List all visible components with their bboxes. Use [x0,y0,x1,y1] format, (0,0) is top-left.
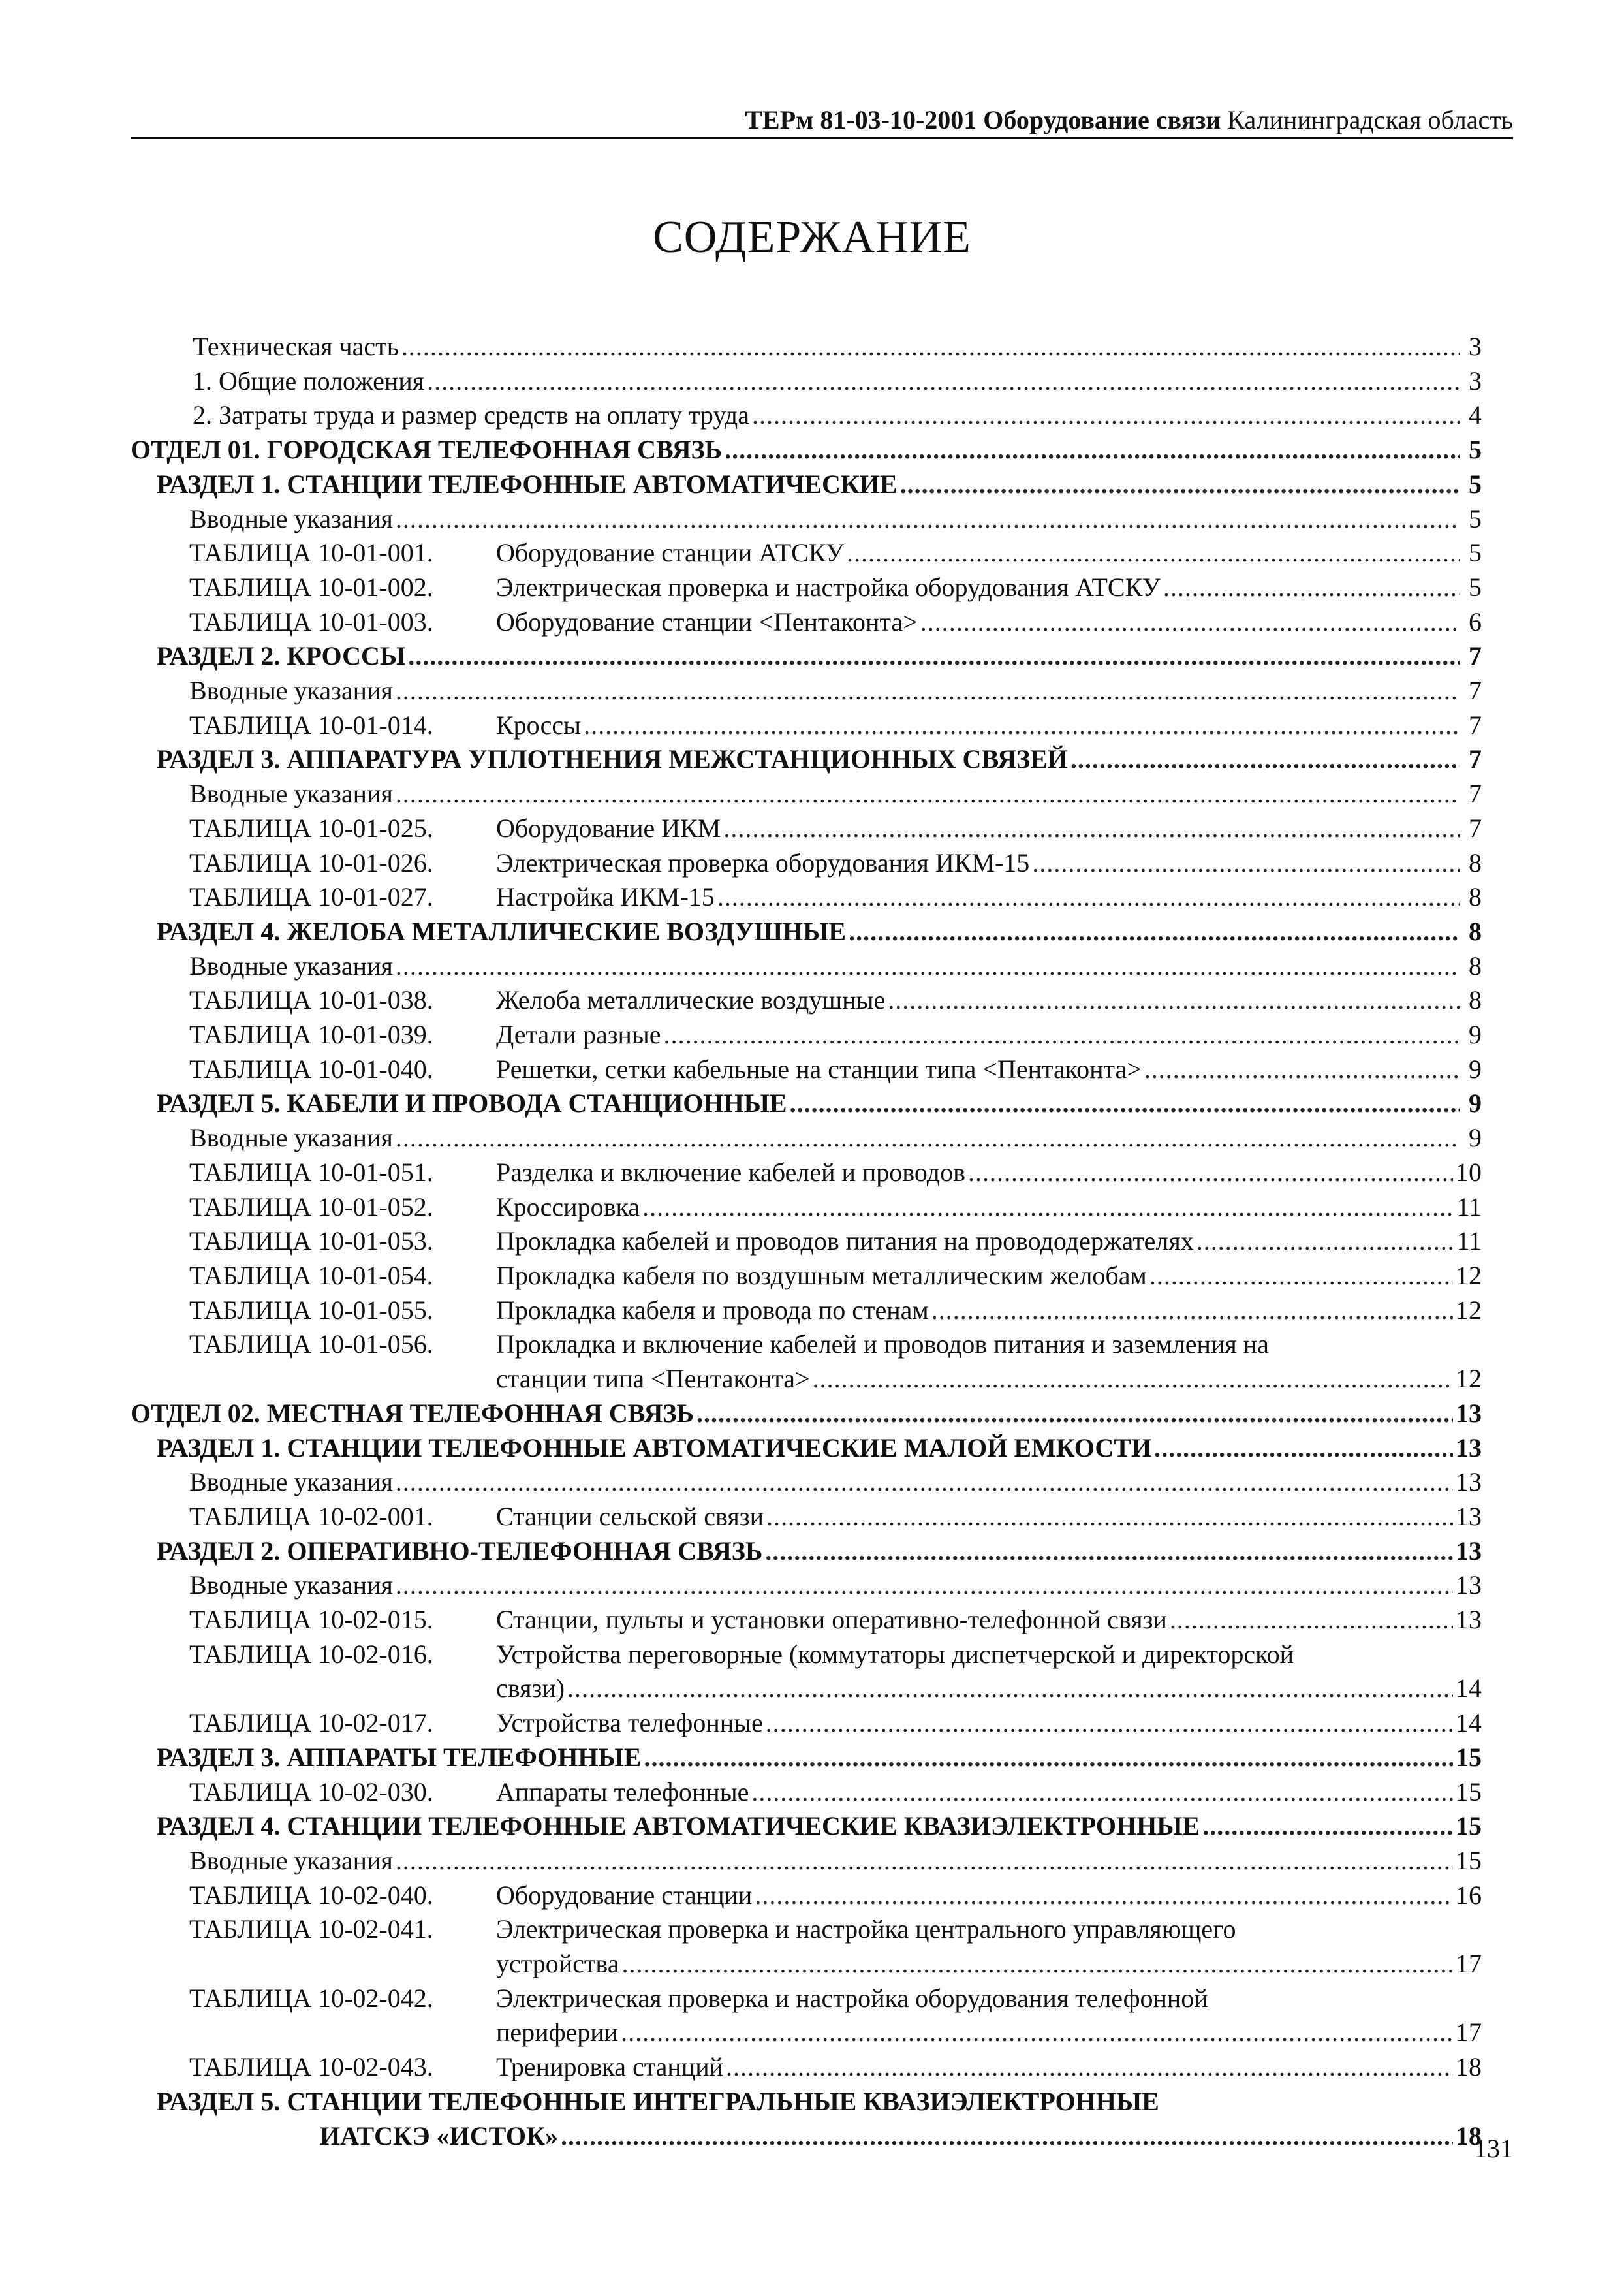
toc-entry-text: Разделка и включение кабелей и проводов [496,1157,966,1187]
toc-entry-page: 13 [1456,1570,1482,1600]
toc-section[interactable] [157,1809,1482,1844]
table-code: ТАБЛИЦА 10-01-039. [189,1020,433,1050]
toc-entry[interactable] [189,1121,1482,1156]
toc-entry-page: 14 [1456,1673,1482,1703]
leader-dots [751,1775,1453,1810]
table-code: ТАБЛИЦА 10-01-025. [189,813,433,843]
table-code: ТАБЛИЦА 10-01-001. [189,538,433,568]
toc-entry-page: 15 [1456,1811,1482,1841]
toc-entry-page: 8 [1469,847,1482,878]
toc-section[interactable] [157,467,1482,502]
toc-entry-page: 18 [1456,2121,1482,2151]
toc-entry-text-cont: периферии [496,2017,619,2048]
table-code: ТАБЛИЦА 10-01-055. [189,1295,433,1325]
toc-entry-text: Вводные указания [189,676,393,706]
leader-dots [644,1741,1453,1775]
table-code: ТАБЛИЦА 10-01-027. [189,882,433,912]
toc-entry-text: РАЗДЕЛ 1. СТАНЦИИ ТЕЛЕФОННЫЕ АВТОМАТИЧЕСКИЕ МАЛОЙ ЕМКОСТИ [157,1432,1152,1463]
header-rule [131,137,1513,139]
leader-dots [408,639,1460,674]
toc-entry-text: Решетки, сетки кабельные на станции типа <Пентаконта> [496,1054,1142,1084]
toc-entry-text: Оборудование ИКМ [496,813,721,843]
leader-dots [1070,742,1460,777]
toc-entry-text: РАЗДЕЛ 4. ЖЕЛОБА МЕТАЛЛИЧЕСКИЕ ВОЗДУШНЫЕ [157,916,847,946]
toc-entry-text: Электрическая проверка и настройка центрального управляющего [496,1914,1236,1944]
leader-dots [396,949,1460,984]
leader-dots [396,1844,1453,1878]
toc-entry-text: РАЗДЕЛ 5. СТАНЦИИ ТЕЛЕФОННЫЕ ИНТЕГРАЛЬНЫЕ КВАЗИЭЛЕКТРОННЫЕ [157,2086,1159,2116]
toc-entry[interactable] [189,674,1482,708]
toc-entry-page: 3 [1469,332,1482,361]
toc-entry[interactable] [189,777,1482,812]
table-code: ТАБЛИЦА 10-01-026. [189,847,433,878]
toc-entry-text: Настройка ИКМ-15 [496,882,715,912]
leader-dots [621,2016,1453,2050]
leader-dots [1163,571,1460,605]
toc-table-entry[interactable] [189,1224,1482,1259]
table-code: ТАБЛИЦА 10-01-053. [189,1226,433,1256]
leader-dots [396,1121,1460,1156]
leader-dots [968,1156,1453,1190]
toc-entry-page: 5 [1469,435,1482,465]
toc-table-entry[interactable] [189,1706,1482,1741]
leader-dots [396,674,1460,708]
toc-entry-page: 12 [1456,1295,1482,1325]
leader-dots [396,777,1460,812]
leader-dots [813,1362,1453,1397]
leader-dots [561,2119,1453,2154]
toc-entry-text: Прокладка кабелей и проводов питания на провододержателях [496,1226,1194,1256]
toc-table-entry[interactable] [189,1500,1482,1534]
toc-section[interactable] [157,1431,1482,1466]
table-code: ТАБЛИЦА 10-02-001. [189,1501,433,1531]
toc-entry-page: 16 [1456,1880,1482,1910]
toc-entry-text: РАЗДЕЛ 2. ОПЕРАТИВНО-ТЕЛЕФОННАЯ СВЯЗЬ [157,1536,763,1566]
toc-entry[interactable] [189,1465,1482,1500]
toc-table-entry[interactable] [189,571,1482,605]
toc-section[interactable] [157,1741,1482,1775]
toc-entry-text: Электрическая проверка и настройка оборудования АТСКУ [496,572,1161,602]
toc-entry-text: Вводные указания [189,951,393,981]
toc-entry-text: Устройства переговорные (коммутаторы диспетчерской и директорской [496,1639,1294,1669]
toc-entry-page: 13 [1456,1398,1482,1428]
toc-entry-text: Тренировка станций [496,2052,724,2082]
toc-table-entry[interactable] [189,846,1482,881]
toc-entry-page: 13 [1456,1536,1482,1566]
toc-table-entry[interactable] [189,708,1482,743]
toc-entry[interactable] [193,364,1482,399]
toc-entry-text: РАЗДЕЛ 4. СТАНЦИИ ТЕЛЕФОННЫЕ АВТОМАТИЧЕСКИЕ КВАЗИЭЛЕКТРОННЫЕ [157,1811,1200,1841]
table-code: ТАБЛИЦА 10-02-040. [189,1880,433,1910]
toc-entry-page: 5 [1469,503,1482,533]
toc-entry-text: Вводные указания [189,1845,393,1875]
table-code: ТАБЛИЦА 10-01-040. [189,1054,433,1084]
toc-entry-text: ОТДЕЛ 01. ГОРОДСКАЯ ТЕЛЕФОННАЯ СВЯЗЬ [131,435,723,465]
toc-department[interactable] [131,433,1482,467]
toc-entry-page: 11 [1456,1192,1482,1222]
leader-dots [396,1465,1453,1500]
toc-section[interactable] [157,2085,1482,2153]
leader-dots [1144,1052,1460,1087]
leader-dots [900,467,1460,502]
toc-entry-text: Вводные указания [189,1123,393,1153]
toc-entry-page: 17 [1456,1949,1482,1979]
toc-entry-text: Вводные указания [189,1570,393,1600]
leader-dots [726,2050,1453,2085]
toc-entry-page: 13 [1456,1467,1482,1497]
table-of-contents [0,330,1624,2153]
toc-entry-text: РАЗДЕЛ 1. СТАНЦИИ ТЕЛЕФОННЫЕ АВТОМАТИЧЕСКИЕ [157,469,898,499]
toc-entry-page: 7 [1469,813,1482,843]
toc-table-entry[interactable] [189,1982,1482,2050]
table-code: ТАБЛИЦА 10-01-051. [189,1157,433,1187]
toc-entry-text: Устройства телефонные [496,1708,763,1738]
toc-table-entry[interactable] [189,1878,1482,1913]
toc-entry-page: 8 [1469,951,1482,981]
leader-dots [920,605,1460,640]
table-code: ТАБЛИЦА 10-02-042. [189,1983,433,2013]
toc-entry[interactable] [189,1568,1482,1603]
toc-entry-text: РАЗДЕЛ 2. КРОССЫ [157,641,406,671]
toc-entry-page: 8 [1469,882,1482,912]
leader-dots [664,1018,1460,1052]
toc-entry-page: 7 [1469,744,1482,774]
header-region: Калининградская область [1227,105,1513,134]
toc-entry-text: РАЗДЕЛ 3. АППАРАТУРА УПЛОТНЕНИЯ МЕЖСТАНЦИОННЫХ СВЯЗЕЙ [157,744,1068,774]
toc-table-entry[interactable] [189,1912,1482,1981]
toc-entry[interactable] [189,949,1482,984]
toc-section[interactable] [157,639,1482,674]
toc-entry-text: Желоба металлические воздушные [496,985,886,1015]
toc-section[interactable] [157,915,1482,949]
toc-entry-page: 17 [1456,2017,1482,2048]
toc-entry-text: РАЗДЕЛ 5. КАБЕЛИ И ПРОВОДА СТАНЦИОННЫЕ [157,1088,787,1118]
toc-entry-text: Оборудование станции <Пентаконта> [496,607,918,637]
toc-entry-page: 7 [1469,779,1482,809]
toc-entry-text: Вводные указания [189,1467,393,1497]
toc-entry-text: Вводные указания [189,503,393,533]
toc-section[interactable] [157,1086,1482,1121]
toc-table-entry[interactable] [189,983,1482,1018]
toc-entry[interactable] [189,1844,1482,1878]
leader-dots [888,983,1460,1018]
toc-table-entry[interactable] [189,1293,1482,1328]
leader-dots [725,433,1460,467]
toc-section[interactable] [157,742,1482,777]
toc-entry-text: Детали разные [496,1020,661,1050]
table-code: ТАБЛИЦА 10-01-052. [189,1192,433,1222]
table-code: ТАБЛИЦА 10-01-002. [189,572,433,602]
toc-entry[interactable] [193,398,1482,433]
toc-entry-text-cont: связи) [496,1673,565,1703]
leader-dots [755,1878,1453,1913]
toc-entry-page: 18 [1456,2052,1482,2082]
table-code: ТАБЛИЦА 10-01-038. [189,985,433,1015]
table-code: ТАБЛИЦА 10-02-016. [189,1639,433,1669]
toc-entry-text: Прокладка кабеля и провода по стенам [496,1295,929,1325]
leader-dots [401,330,1460,364]
toc-table-entry[interactable] [189,1603,1482,1637]
leader-dots [1170,1603,1453,1637]
toc-table-entry[interactable] [189,605,1482,640]
table-code: ТАБЛИЦА 10-01-054. [189,1260,433,1290]
toc-table-entry[interactable] [189,1637,1482,1706]
leader-dots [765,1534,1453,1569]
toc-entry-page: 9 [1469,1088,1482,1118]
toc-entry-text: 1. Общие положения [193,366,425,396]
toc-entry-text: ОТДЕЛ 02. МЕСТНАЯ ТЕЛЕФОННАЯ СВЯЗЬ [131,1398,694,1428]
toc-entry-text: Кроссы [496,710,582,740]
toc-entry-page: 15 [1456,1742,1482,1772]
toc-entry-page: 7 [1469,676,1482,706]
toc-entry-text: Вводные указания [189,779,393,809]
leader-dots [847,536,1460,571]
toc-entry-text: Прокладка и включение кабелей и проводов питания и заземления на [496,1329,1269,1359]
toc-entry-page: 3 [1469,366,1482,396]
toc-entry-page: 12 [1456,1260,1482,1290]
toc-table-entry[interactable] [189,1156,1482,1190]
toc-entry-text: 2. Затраты труда и размер средств на оплату труда [193,400,749,430]
toc-entry-page: 5 [1469,572,1482,602]
leader-dots [696,1397,1453,1431]
page-title: СОДЕРЖАНИЕ [653,212,971,262]
toc-table-entry[interactable] [189,880,1482,915]
toc-entry-page: 9 [1469,1054,1482,1084]
leader-dots [642,1190,1454,1225]
toc-entry-page: 13 [1456,1432,1482,1463]
table-code: ТАБЛИЦА 10-01-003. [189,607,433,637]
toc-entry-page: 13 [1456,1605,1482,1635]
table-code: ТАБЛИЦА 10-02-017. [189,1708,433,1738]
toc-entry-page: 7 [1469,710,1482,740]
toc-entry[interactable] [189,502,1482,537]
toc-table-entry[interactable] [189,1327,1482,1396]
leader-dots [931,1293,1453,1328]
toc-entry-text: Оборудование станции [496,1880,753,1910]
toc-department[interactable] [131,1397,1482,1431]
toc-entry-page: 15 [1456,1845,1482,1875]
toc-entry-page: 14 [1456,1708,1482,1738]
toc-table-entry[interactable] [189,1190,1482,1225]
toc-entry-page: 13 [1456,1501,1482,1531]
leader-dots [717,880,1460,915]
leader-dots [1154,1431,1453,1466]
leader-dots [1196,1224,1454,1259]
toc-entry-page: 6 [1469,607,1482,637]
toc-entry-page: 15 [1456,1777,1482,1807]
table-code: ТАБЛИЦА 10-02-030. [189,1777,433,1807]
leader-dots [567,1671,1453,1706]
toc-section[interactable] [157,1534,1482,1569]
leader-dots [752,398,1460,433]
toc-table-entry[interactable] [189,1052,1482,1087]
leader-dots [790,1086,1460,1121]
toc-table-entry[interactable] [189,1259,1482,1293]
toc-table-entry[interactable] [189,1775,1482,1810]
toc-entry-page: 9 [1469,1020,1482,1050]
toc-entry-page: 5 [1469,469,1482,499]
leader-dots [427,364,1460,399]
leader-dots [396,1568,1453,1603]
toc-entry-text: Аппараты телефонные [496,1777,749,1807]
toc-entry-text-cont: устройства [496,1949,619,1979]
table-code: ТАБЛИЦА 10-02-043. [189,2052,433,2082]
toc-entry-page: 9 [1469,1123,1482,1153]
toc-entry-text: Электрическая проверка оборудования ИКМ-15 [496,847,1030,878]
leader-dots [766,1500,1453,1534]
toc-entry-text: РАЗДЕЛ 3. АППАРАТЫ ТЕЛЕФОННЫЕ [157,1742,642,1772]
toc-entry-page: 8 [1469,985,1482,1015]
toc-entry-page: 7 [1469,641,1482,671]
leader-dots [1202,1809,1453,1844]
toc-entry-text: Оборудование станции АТСКУ [496,538,845,568]
toc-entry-text: Кроссировка [496,1192,640,1222]
leader-dots [766,1706,1453,1741]
leader-dots [396,502,1460,537]
toc-entry-text: Станции, пульты и установки оперативно-телефонной связи [496,1605,1167,1635]
toc-entry-text: Техническая часть [193,332,399,361]
toc-entry-page: 12 [1456,1364,1482,1394]
toc-entry-page: 8 [1469,916,1482,946]
toc-table-entry[interactable] [189,2050,1482,2085]
header-subject: Оборудование связи [983,105,1221,134]
toc-entry-text: Прокладка кабеля по воздушным металлическим желобам [496,1260,1147,1290]
leader-dots [584,708,1460,743]
toc-entry-text-cont: станции типа <Пентаконта> [496,1364,810,1394]
toc-entry-text: Электрическая проверка и настройка оборудования телефонной [496,1983,1208,2013]
toc-entry-text-cont: ИАТСКЭ «ИСТОК» [320,2121,558,2151]
table-code: ТАБЛИЦА 10-02-015. [189,1605,433,1635]
leader-dots [849,915,1460,949]
leader-dots [1149,1259,1453,1293]
toc-entry[interactable] [193,330,1482,364]
toc-entry-page: 11 [1456,1226,1482,1256]
leader-dots [621,1947,1453,1982]
toc-entry-page: 10 [1456,1157,1482,1187]
toc-table-entry[interactable] [189,536,1482,571]
table-code: ТАБЛИЦА 10-02-041. [189,1914,433,1944]
page-number: 131 [1474,2134,1513,2163]
leader-dots [1032,846,1460,881]
toc-table-entry[interactable] [189,812,1482,846]
table-code: ТАБЛИЦА 10-01-014. [189,710,433,740]
running-header [131,103,1513,137]
header-code: ТЕРм 81-03-10-2001 [745,105,977,134]
table-code: ТАБЛИЦА 10-01-056. [189,1329,433,1359]
toc-entry-text: Станции сельской связи [496,1501,764,1531]
toc-table-entry[interactable] [189,1018,1482,1052]
toc-entry-page: 4 [1469,400,1482,430]
toc-entry-page: 5 [1469,538,1482,568]
leader-dots [723,812,1460,846]
